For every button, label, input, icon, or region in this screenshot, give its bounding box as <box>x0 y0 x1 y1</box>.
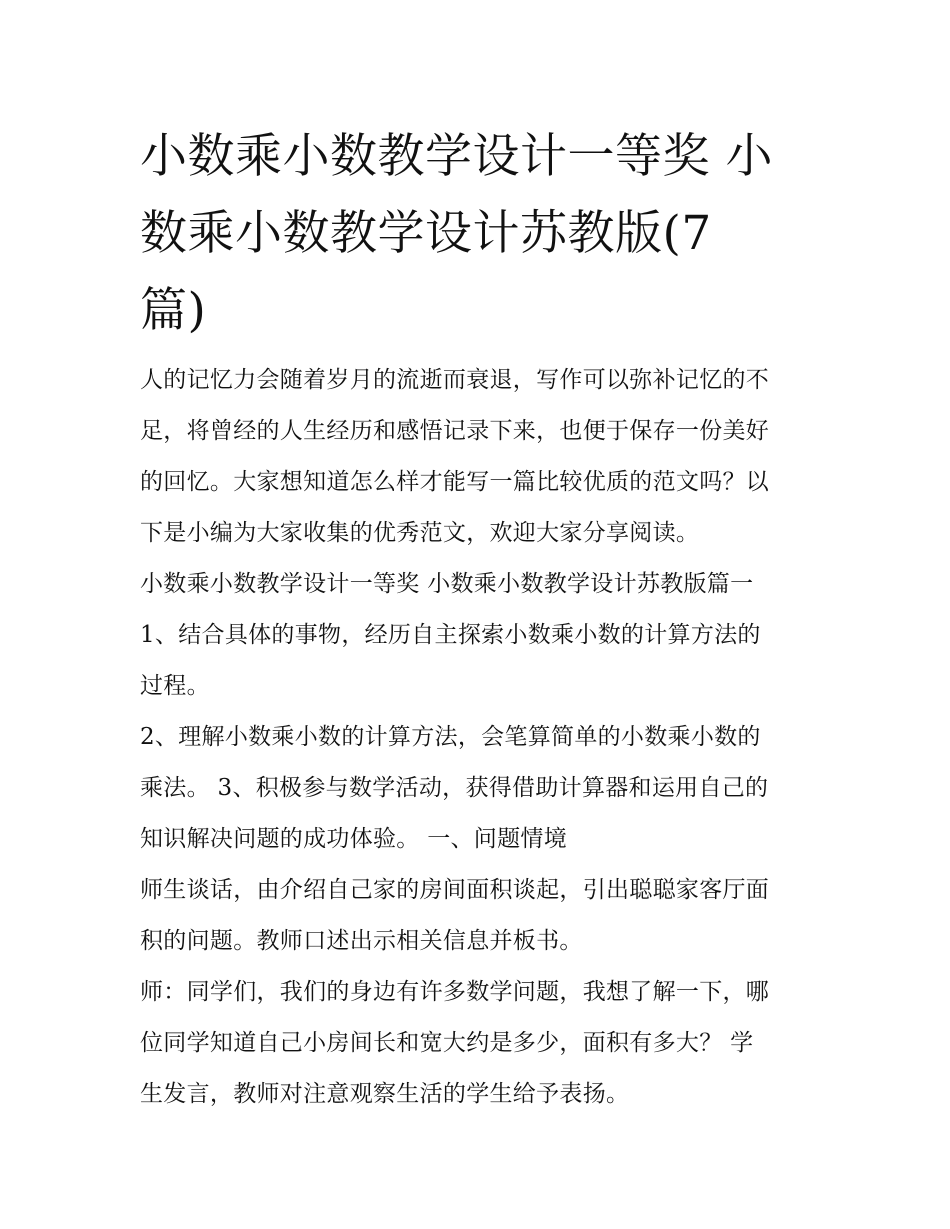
document-title <box>140 118 820 349</box>
body-line: 师：同学们，我们的身边有许多数学问题，我想了解一下，哪 <box>140 979 770 1005</box>
section-heading: 小数乘小数教学设计一等奖 小数乘小数教学设计苏教版篇一 <box>140 571 754 597</box>
title-line: 篇) <box>140 283 207 338</box>
body-line: 过程。 <box>140 673 210 699</box>
document-body <box>140 355 820 1120</box>
body-line: 的回忆。大家想知道怎么样才能写一篇比较优质的范文吗？以 <box>140 469 770 495</box>
body-line: 师生谈话，由介绍自己家的房间面积谈起，引出聪聪家客厅面 <box>140 877 770 903</box>
body-line: 积的问题。教师口述出示相关信息并板书。 <box>140 928 583 954</box>
body-line: 乘法。 3、积极参与数学活动，获得借助计算器和运用自己的 <box>140 775 769 801</box>
body-line: 足，将曾经的人生经历和感悟记录下来，也便于保存一份美好 <box>140 418 770 444</box>
body-line: 生发言，教师对注意观察生活的学生给予表扬。 <box>140 1081 630 1107</box>
body-line: 2、理解小数乘小数的计算方法，会笔算简单的小数乘小数的 <box>140 724 761 750</box>
body-line: 1、结合具体的事物，经历自主探索小数乘小数的计算方法的 <box>140 622 761 648</box>
title-line: 数乘小数教学设计苏教版(7 <box>140 206 712 261</box>
body-line: 知识解决问题的成功体验。 一、问题情境 <box>140 826 568 852</box>
body-line: 位同学知道自己小房间长和宽大约是多少，面积有多大？ 学 <box>140 1030 754 1056</box>
body-line: 下是小编为大家收集的优秀范文，欢迎大家分享阅读。 <box>140 520 700 546</box>
body-line: 人的记忆力会随着岁月的流逝而衰退，写作可以弥补记忆的不 <box>140 367 770 393</box>
title-line: 小数乘小数教学设计一等奖 小 <box>140 129 773 184</box>
